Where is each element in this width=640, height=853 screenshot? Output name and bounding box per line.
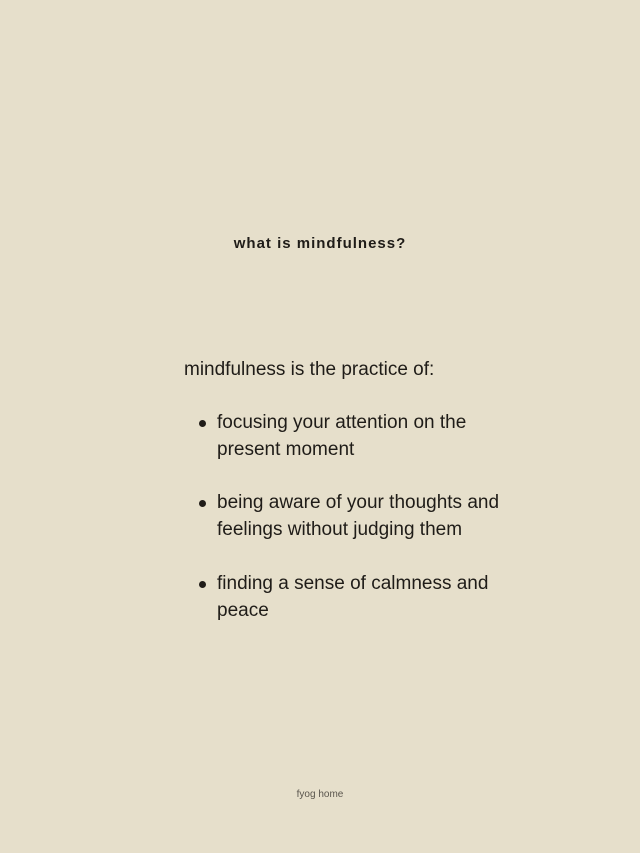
bullet-icon	[199, 420, 206, 427]
list-item	[199, 571, 529, 624]
bullet-icon	[199, 500, 206, 507]
list-item-text: finding a sense of calmness and peace	[217, 572, 489, 621]
footer-brand: fyog home	[296, 789, 344, 800]
practice-list	[199, 410, 529, 651]
page-title: what is mindfulness?	[233, 235, 407, 252]
list-item	[199, 490, 529, 543]
list-item-text: being aware of your thoughts and feelings without judging them	[217, 492, 500, 541]
intro-text: mindfulness is the practice of:	[184, 359, 435, 380]
list-item	[199, 410, 529, 463]
list-item-text: focusing your attention on the present moment	[217, 412, 467, 460]
bullet-icon	[199, 581, 206, 588]
